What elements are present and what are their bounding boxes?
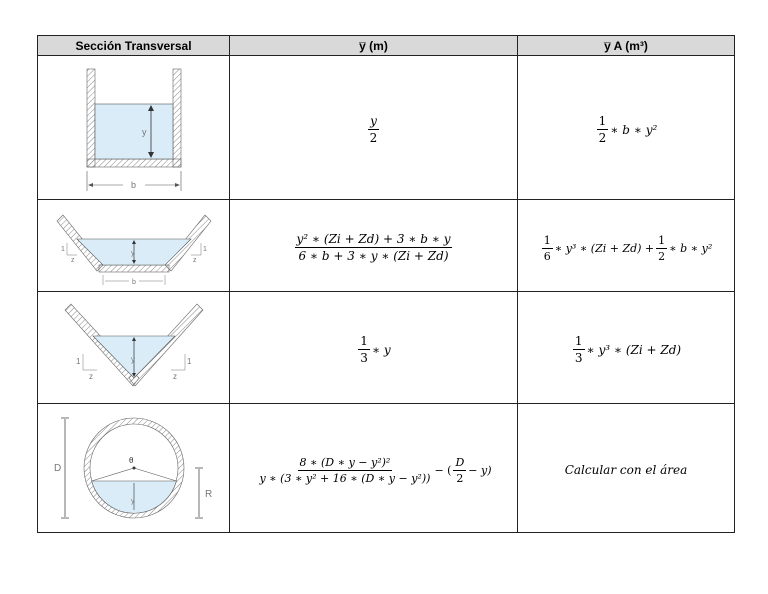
ybar-formula: $\frac{y}{2}$: [369, 114, 378, 145]
water-area: [95, 104, 173, 159]
y-label: y: [141, 126, 146, 137]
ybar-area-triangular-cell: [518, 292, 735, 404]
header-ybar-area: y̅ A (m³): [518, 36, 735, 56]
sections-table: [37, 35, 735, 533]
d-label: D: [53, 462, 61, 474]
y-label: y: [130, 250, 134, 257]
table-row: [38, 404, 735, 533]
r-label: R: [204, 488, 212, 500]
ybar-area-formula: $\frac{1}{3}$ ∗ y³ ∗ (Zi + Zd): [574, 334, 682, 365]
theta-label: θ: [128, 455, 133, 465]
table-row: [38, 56, 735, 200]
b-label: b: [130, 179, 136, 190]
ybar-circular-cell: [230, 404, 518, 533]
bottom-wall: [87, 159, 181, 167]
section-circular-cell: [38, 404, 230, 533]
section-triangular-cell: [38, 292, 230, 404]
one-right-label: 1: [186, 357, 191, 366]
right-wall: [173, 69, 181, 167]
left-wall: [87, 69, 95, 167]
ybar-formula: $\frac{1}{3}$ ∗ y: [360, 334, 391, 365]
ybar-triangular-cell: [230, 292, 518, 404]
section-trapezoidal-cell: [38, 200, 230, 292]
calc-with-area-text: Calcular con el área: [564, 462, 688, 477]
z-right-label: z: [192, 257, 196, 264]
z-left-label: z: [70, 257, 74, 264]
one-left-label: 1: [60, 246, 65, 253]
trapezoidal-section-diagram: [49, 203, 219, 288]
z-left-label: z: [88, 372, 93, 381]
rectangular-section-diagram: [59, 59, 209, 197]
header-row: [38, 36, 735, 56]
triangular-section-diagram: [59, 300, 209, 395]
header-ybar: y̅ (m): [230, 36, 518, 56]
header-section: Sección Transversal: [38, 36, 230, 56]
b-label: b: [131, 279, 136, 286]
ybar-area-rectangular-cell: [518, 56, 735, 200]
ybar-area-circular-cell: [518, 404, 735, 533]
ybar-trapezoidal-cell: [230, 200, 518, 292]
section-rectangular-cell: [38, 56, 230, 200]
z-right-label: z: [172, 372, 177, 381]
table-row: [38, 292, 735, 404]
ybar-rectangular-cell: [230, 56, 518, 200]
ybar-formula: $\frac{\text{8 ∗ (D ∗ y − y²)²}}{\text{y ∗ (3 ∗ y² + 16 ∗ (D ∗ y − y²))}}$ − ( $\frac{D}{2}$ − y): [259, 456, 492, 485]
ybar-formula: $\frac{\text{y² ∗ (Zi + Zd) + 3 ∗ b ∗ y}}{6 ∗ b + 3 ∗ y ∗ (Zi + Zd)}$: [296, 232, 451, 263]
ybar-area-formula: $\frac{1}{6}$ ∗ y³ ∗ (Zi + Zd) + $\frac{1}{2}$ ∗ b ∗ y²: [543, 233, 713, 263]
one-left-label: 1: [75, 357, 80, 366]
ybar-area-formula: $\frac{1}{2}$ ∗ b ∗ y²: [598, 114, 658, 145]
y-label: y: [130, 355, 135, 364]
table-row: [38, 200, 735, 292]
circular-section-diagram: [49, 411, 219, 526]
ybar-area-trapezoidal-cell: [518, 200, 735, 292]
one-right-label: 1: [202, 246, 207, 253]
y-label: y: [130, 497, 134, 505]
bottom-wall: [99, 265, 169, 272]
